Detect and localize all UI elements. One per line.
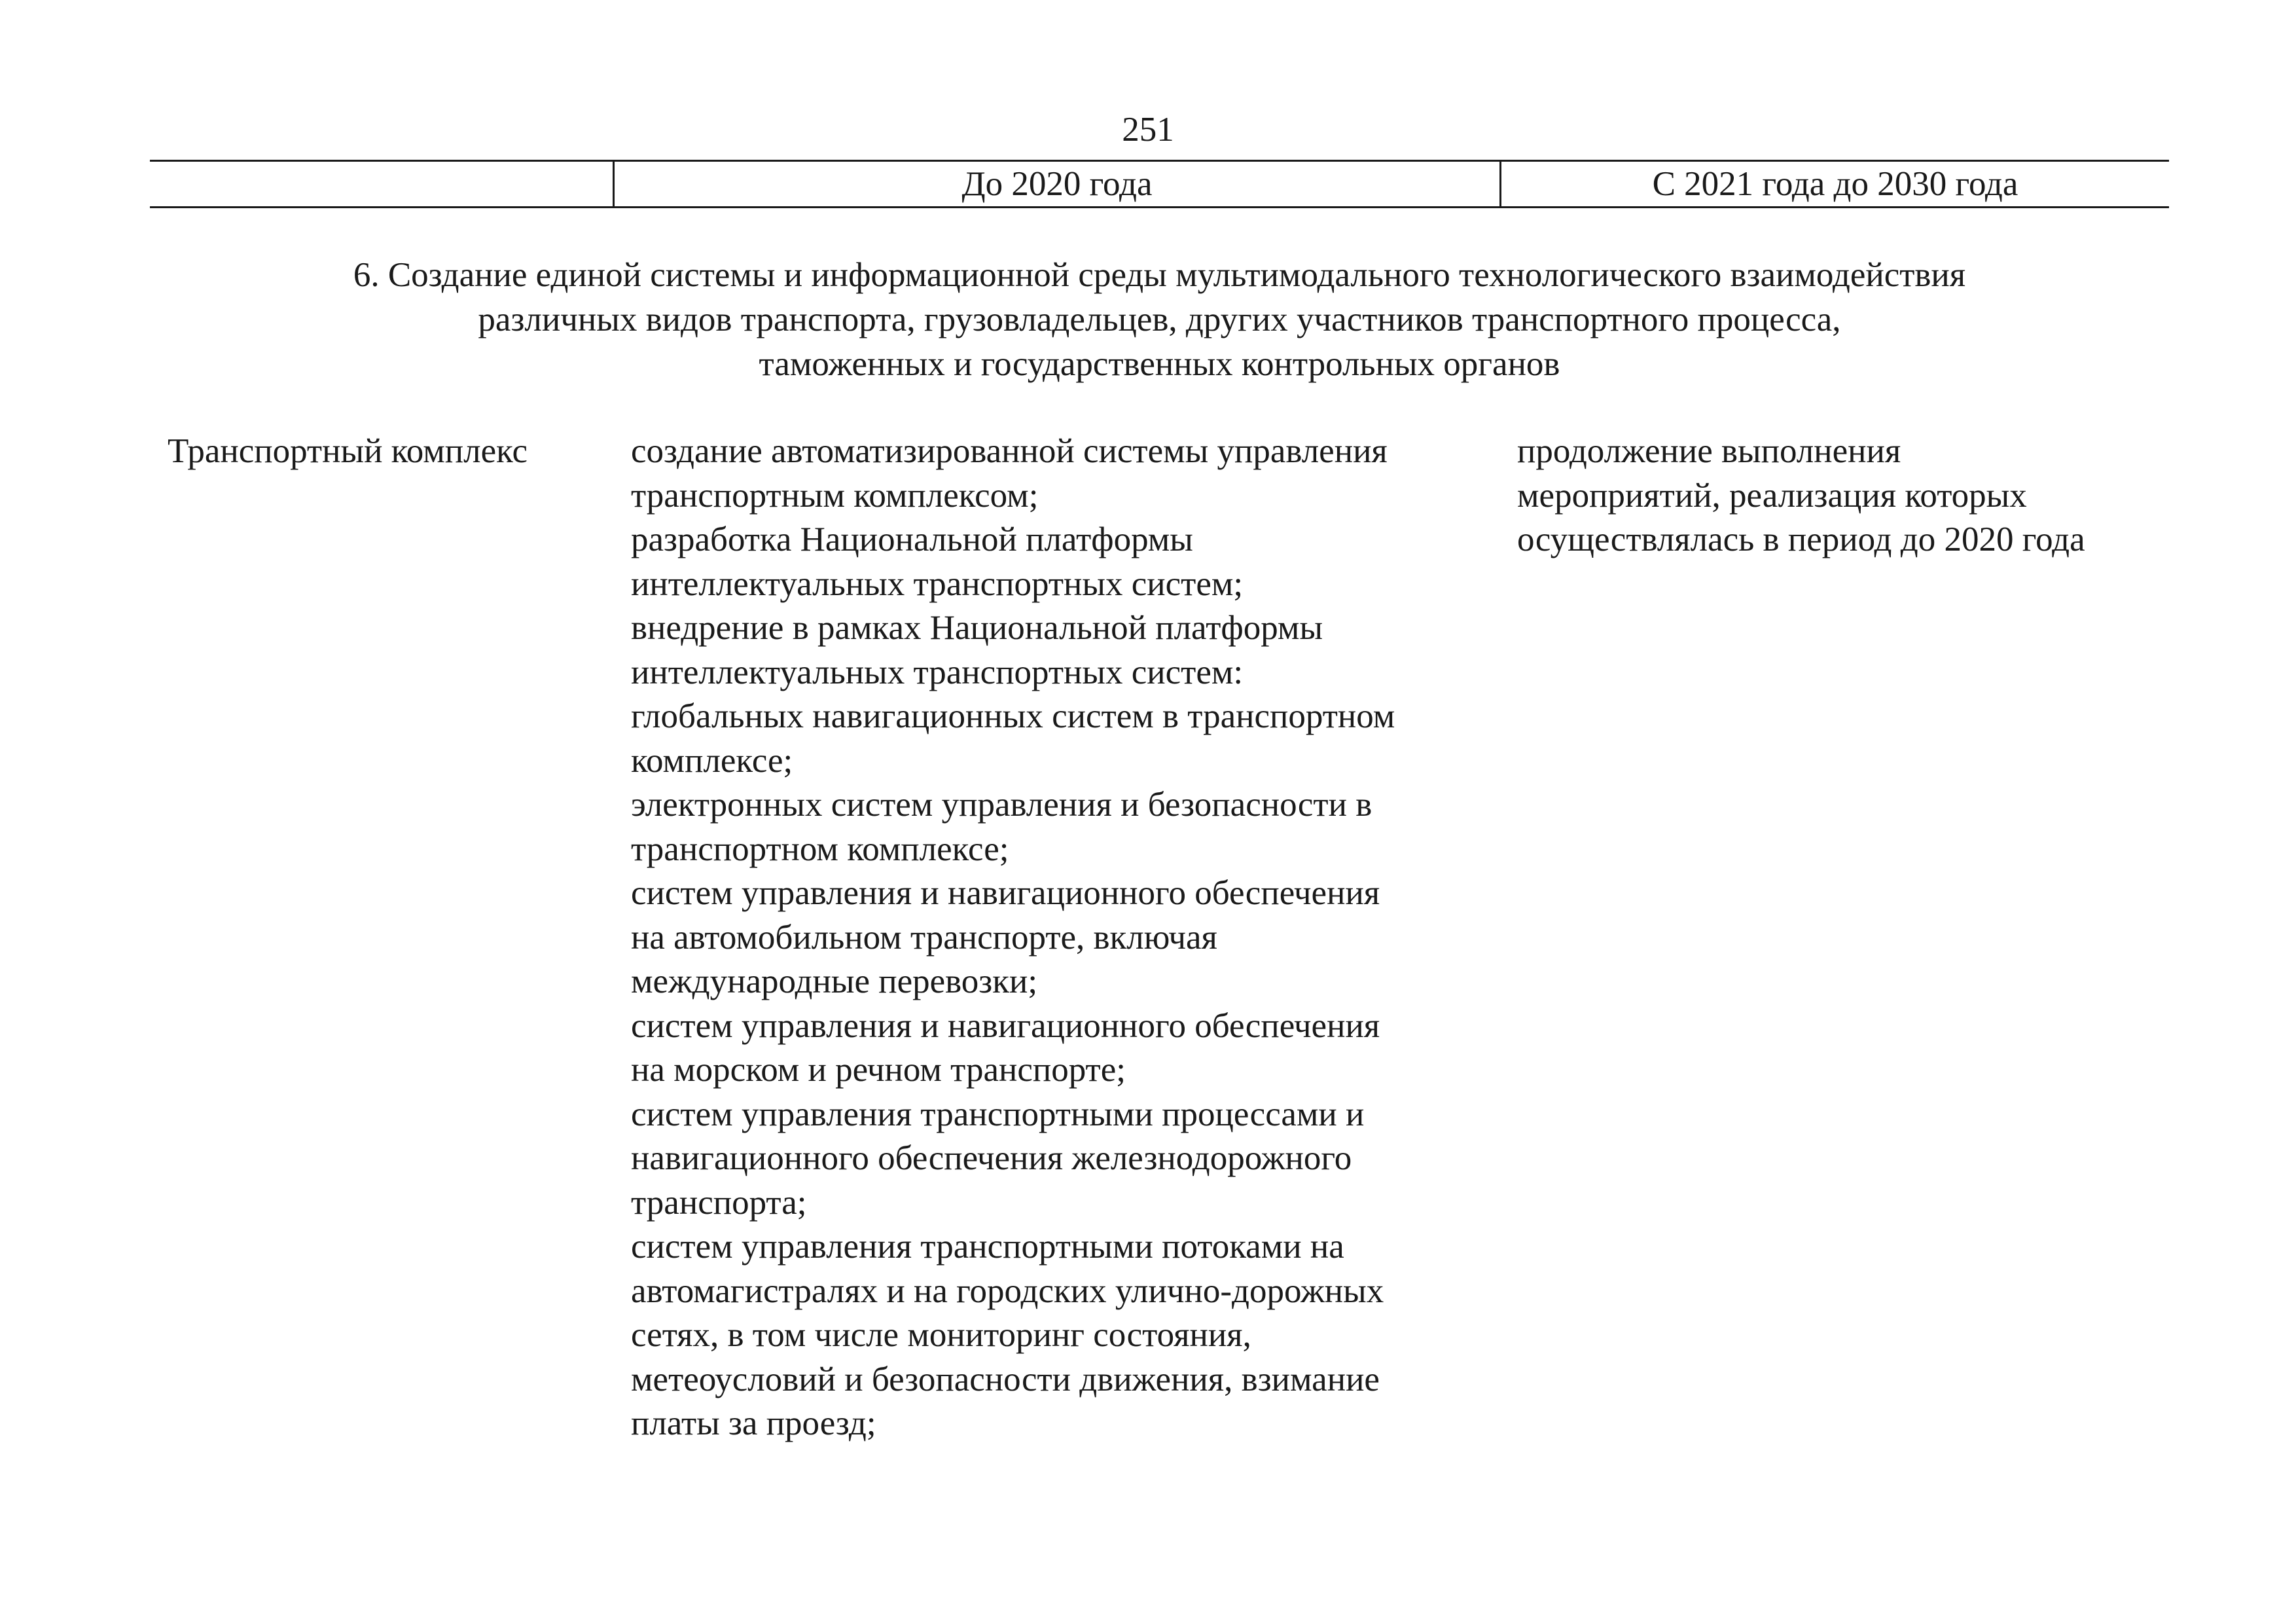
sector-cell <box>168 429 528 474</box>
section-title <box>150 253 2169 386</box>
header-cell-sector <box>150 162 613 206</box>
text-line: международные перевозки; <box>631 962 1038 1000</box>
header-cell-until-2020: До 2020 года <box>613 162 1499 206</box>
text-line: на автомобильном транспорте, включая <box>631 918 1217 957</box>
sector-label: Транспортный комплекс <box>168 432 528 470</box>
text-line: навигационного обеспечения железнодорожного <box>631 1139 1352 1177</box>
text-line: автомагистралях и на городских улично-дорожных <box>631 1271 1384 1310</box>
section-title-line: таможенных и государственных контрольных органов <box>759 345 1560 383</box>
text-line: интеллектуальных транспортных систем: <box>631 653 1244 691</box>
text-line: комплексе; <box>631 741 793 780</box>
text-line: осуществлялась в период до 2020 года <box>1517 520 2085 558</box>
text-line: сетях, в том числе мониторинг состояния, <box>631 1316 1251 1354</box>
text-line: систем управления транспортными потоками на <box>631 1228 1344 1266</box>
text-line: систем управления и навигационного обеспечения <box>631 874 1380 912</box>
page-number: 251 <box>1122 111 1174 149</box>
text-line: платы за проезд; <box>631 1404 876 1442</box>
text-line: транспорта; <box>631 1183 807 1222</box>
text-line: продолжение выполнения <box>1517 432 1901 470</box>
text-line: мероприятий, реализация которых <box>1517 476 2027 515</box>
until-2020-cell <box>631 429 1395 1446</box>
text-line: глобальных навигационных систем в транспортном <box>631 697 1395 735</box>
text-line: метеоусловий и безопасности движения, взимание <box>631 1360 1380 1398</box>
text-line: внедрение в рамках Национальной платформы <box>631 609 1323 647</box>
section-title-line: различных видов транспорта, грузовладельцев, других участников транспортного процесса, <box>478 301 1841 338</box>
text-line: интеллектуальных транспортных систем; <box>631 564 1244 603</box>
text-line: на морском и речном транспорте; <box>631 1051 1126 1089</box>
text-line: разработка Национальной платформы <box>631 520 1193 558</box>
text-line: создание автоматизированной системы управления <box>631 432 1388 470</box>
text-line: систем управления транспортными процессами и <box>631 1095 1365 1133</box>
table-header <box>150 160 2169 208</box>
text-line: транспортном комплексе; <box>631 830 1009 868</box>
from-2021-cell <box>1517 429 2085 562</box>
text-line: систем управления и навигационного обеспечения <box>631 1006 1380 1045</box>
text-line: транспортным комплексом; <box>631 476 1039 515</box>
text-line: электронных систем управления и безопасности в <box>631 786 1372 824</box>
header-cell-2021-2030: С 2021 года до 2030 года <box>1499 162 2169 206</box>
section-title-line: 6. Создание единой системы и информационной среды мультимодального технологического взаимодействия <box>353 256 1966 294</box>
